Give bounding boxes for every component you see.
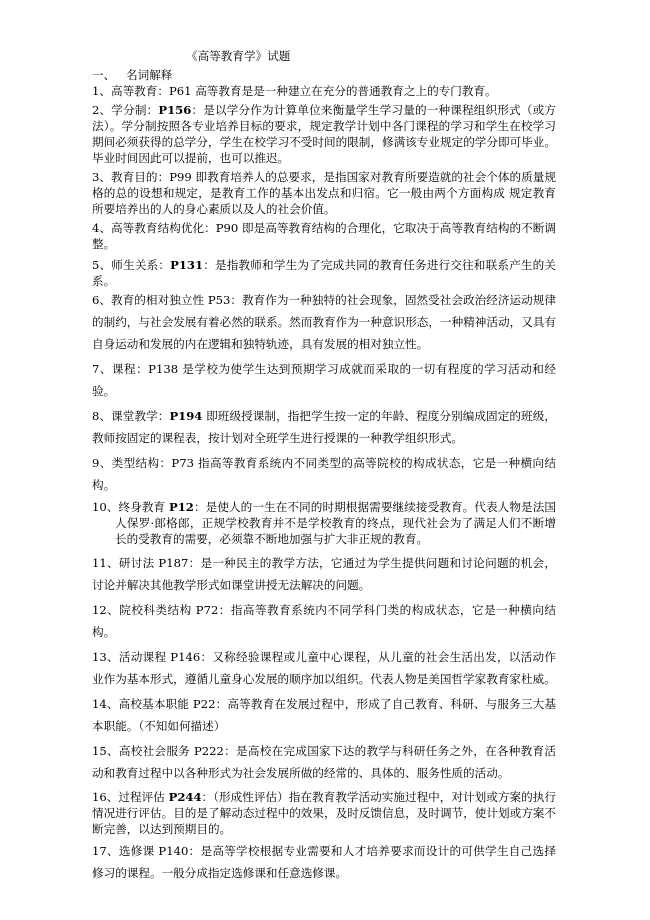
section-heading [92,68,172,82]
term-label: 13、活动课程 [92,650,171,664]
term-label: 1、高等教育： [92,84,169,98]
term-entry-3 [92,169,556,217]
page-ref: P99 [169,170,192,184]
term-label: 12、院校科类结构 [92,603,196,617]
term-list [92,83,556,884]
term-entry-6 [92,289,556,355]
page-ref: P72 [195,603,219,617]
term-label: 3、教育目的： [92,170,170,184]
page-ref: P140 [158,844,189,858]
page-ref: P222 [193,744,224,758]
term-label: 15、高校社会服务 [92,744,194,758]
page-ref: P22 [192,697,216,711]
page-ref: P12 [169,500,194,514]
term-definition: ：是一种民主的教学方法，它通过为学生提供问题和讨论问题的机会，讨论并解决其他教学形式如课堂讲授无法解决的问题。 [92,556,556,592]
term-definition: 指高等教育系统内不同类型的高等院校的构成状态，它是一种横向结构。 [92,456,556,492]
term-label: 17、选修课 [92,844,159,858]
document-title: 《高等教育学》试题 [186,49,291,63]
term-label: 5、师生关系： [92,258,171,272]
page-ref: P194 [169,409,203,423]
term-entry-1 [92,83,556,99]
term-entry-12 [92,599,556,643]
page-ref: P138 [148,362,179,376]
term-label: 2、学分制： [92,103,159,117]
page-ref: P73 [171,456,194,470]
term-entry-15 [92,740,556,784]
page-ref: P156 [158,103,192,117]
page-ref: P187 [158,556,189,570]
term-label: 16、过程评估 [92,790,169,804]
page-ref: P53 [207,293,231,307]
page-ref: P244 [168,790,202,804]
term-entry-10 [92,499,556,547]
term-label: 4、高等教育结构优化： [92,221,216,235]
term-label: 11、研讨法 [92,556,159,570]
term-definition: 是学校为使学生达到预期学习成就而采取的一切有程度的学习活动和经验。 [92,362,556,398]
term-entry-14 [92,693,556,737]
term-definition: ：是使人的一生在不同的时期根据需要继续接受教育。代表人物是法国人保罗·郎格郎，正规学校教育并不是学校教育的终点，现代社会为了满足人们不断增长的受教育的需要，必须靠不断地加强与扩大非正规的教育。 [115,500,556,546]
term-definition: ：是高校在完成国家下达的教学与科研任务之外，在各种教育活动和教育过程中以各种形式为社会发展所做的经常的、具体的、服务性质的活动。 [92,744,556,780]
term-definition: ：是以学分作为计算单位来衡量学生学习量的一种课程组织形式（或方法）。学分制按照各专业培养目标的要求，规定教学计划中各门课程的学习和学生在校学习期间必须获得的总学分，学生在校学习不受时间的限制，修满该专业规定的学分即可毕业。毕业时间因此可以提前，也可以推迟。 [92,103,556,165]
term-label: 7、课程： [92,362,149,376]
term-definition: ：高等教育在发展过程中，形成了自己教育、科研、与服务三大基本职能。（不知如何描述） [92,697,556,733]
term-definition: ：指高等教育系统内不同学科门类的构成状态，它是一种横向结构。 [92,603,556,639]
section-title: 名词解释 [126,68,173,82]
term-label: 14、高校基本职能 [92,697,193,711]
term-entry-13 [92,646,556,690]
term-definition: ：（形成性评估）指在教育教学活动实施过程中，对计划或方案的执行情况进行评估。目的是了解动态过程中的效果，及时反馈信息，及时调节，使计划或方案不断完善，以达到预期目的。 [92,790,556,836]
term-entry-16 [92,789,556,837]
term-definition: ：是高等学校根据专业需要和人才培养要求而设计的可供学生自己选择修习的课程。一般分成指定选修课和任意选修课。 [92,844,556,880]
term-definition: ：是指教师和学生为了完成共同的教育任务进行交往和联系产生的关系。 [92,258,556,288]
page-ref: P90 [215,221,239,235]
term-entry-7 [92,358,556,402]
term-definition: 即教育培养人的总要求，是指国家对教育所要造就的社会个体的质量规格的总的设想和规定，是教育工作的基本出发点和归宿。它一般由两个方面构成 规定教育所要培养出的人的身心素质以及人的社会价值。 [92,170,556,216]
term-definition: ：教育作为一种独特的社会现象，固然受社会政治经济运动规律的制约，与社会发展有着必然的联系。然而教育作为一种意识形态，一种精神活动，又具有自身运动和发展的内在逻辑和独特轨迹，具有发展的相对独立性。 [92,293,557,351]
page-ref: P61 [168,84,192,98]
term-entry-9 [92,452,556,496]
term-entry-5 [92,257,556,289]
term-entry-2 [92,102,556,166]
term-label: 6、教育的相对独立性 [92,293,208,307]
term-entry-8 [92,405,556,449]
term-label: 10、终身教育 [92,500,170,514]
section-number: 一、 [92,68,116,82]
term-label: 8、课堂教学： [92,409,170,423]
page-ref: P131 [170,258,204,272]
page-ref: P146 [170,650,201,664]
term-definition: 即班级授课制，指把学生按一定的年龄、程度分别编成固定的班级，教师按固定的课程表，按计划对全班学生进行授课的一种教学组织形式。 [92,409,556,445]
term-definition: 即是高等教育结构的合理化，它取决于高等教育结构的不断调整。 [92,221,556,251]
term-entry-4 [92,220,556,252]
term-definition: 高等教育是是一种建立在充分的普通教育之上的专门教育。 [191,84,497,98]
term-entry-11 [92,552,556,596]
term-entry-17 [92,840,556,884]
term-label: 9、类型结构： [92,456,172,470]
term-definition: ：又称经验课程或儿童中心课程，从儿童的社会生活出发，以活动作业作为基本形式，遵循儿童身心发展的顺序加以组织。代表人物是美国哲学家教育家杜威。 [92,650,556,686]
